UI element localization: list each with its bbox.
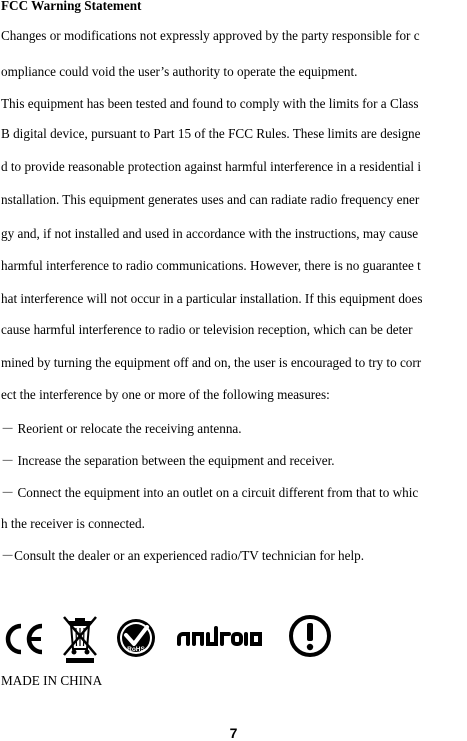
body-line-8: harmful interference to radio communications. However, there is no guarantee t [1, 258, 421, 273]
warning-icon [288, 614, 332, 664]
measure-item-4: －Consult the dealer or an experienced radio/TV technician for help. [1, 548, 365, 563]
body-line-10: cause harmful interference to radio or television reception, which can be deter [1, 322, 413, 337]
measure-item-1: － Reorient or relocate the receiving antenna. [1, 421, 242, 436]
fcc-title: FCC Warning Statement [1, 0, 142, 13]
measure-item-2: － Increase the separation between the equipment and receiver. [1, 453, 335, 468]
body-line-1: Changes or modifications not expressly approved by the party responsible for c [1, 28, 420, 43]
made-in-label: MADE IN CHINA [1, 673, 103, 688]
body-line-4: B digital device, pursuant to Part 15 of the FCC Rules. These limits are designe [1, 126, 421, 141]
android-wordmark-icon [176, 614, 268, 664]
page-number: 7 [229, 725, 238, 741]
body-line-5: d to provide reasonable protection against harmful interference in a residential i [1, 159, 422, 174]
body-line-12: ect the interference by one or more of the following measures: [1, 387, 330, 402]
body-line-9: hat interference will not occur in a particular installation. If this equipment does [1, 291, 423, 306]
body-line-11: mined by turning the equipment off and on, the user is encouraged to try to corr [1, 355, 422, 370]
body-line-3: This equipment has been tested and found to comply with the limits for a Class [1, 96, 419, 111]
measure-item-3-cont: h the receiver is connected. [1, 516, 145, 531]
measure-item-3: － Connect the equipment into an outlet on a circuit different from that to whic [1, 485, 419, 500]
body-line-7: gy and, if not installed and used in accordance with the instructions, may cause [1, 226, 419, 241]
rohs-badge-icon [114, 614, 158, 664]
body-line-6: nstallation. This equipment generates uses and can radiate radio frequency ener [1, 192, 420, 207]
weee-bin-icon [62, 614, 98, 664]
body-line-2: ompliance could void the user’s authority to operate the equipment. [1, 64, 358, 79]
svg-text:RoHS: RoHS [127, 646, 145, 653]
certification-logos [2, 614, 342, 664]
ce-mark-icon [2, 614, 46, 664]
